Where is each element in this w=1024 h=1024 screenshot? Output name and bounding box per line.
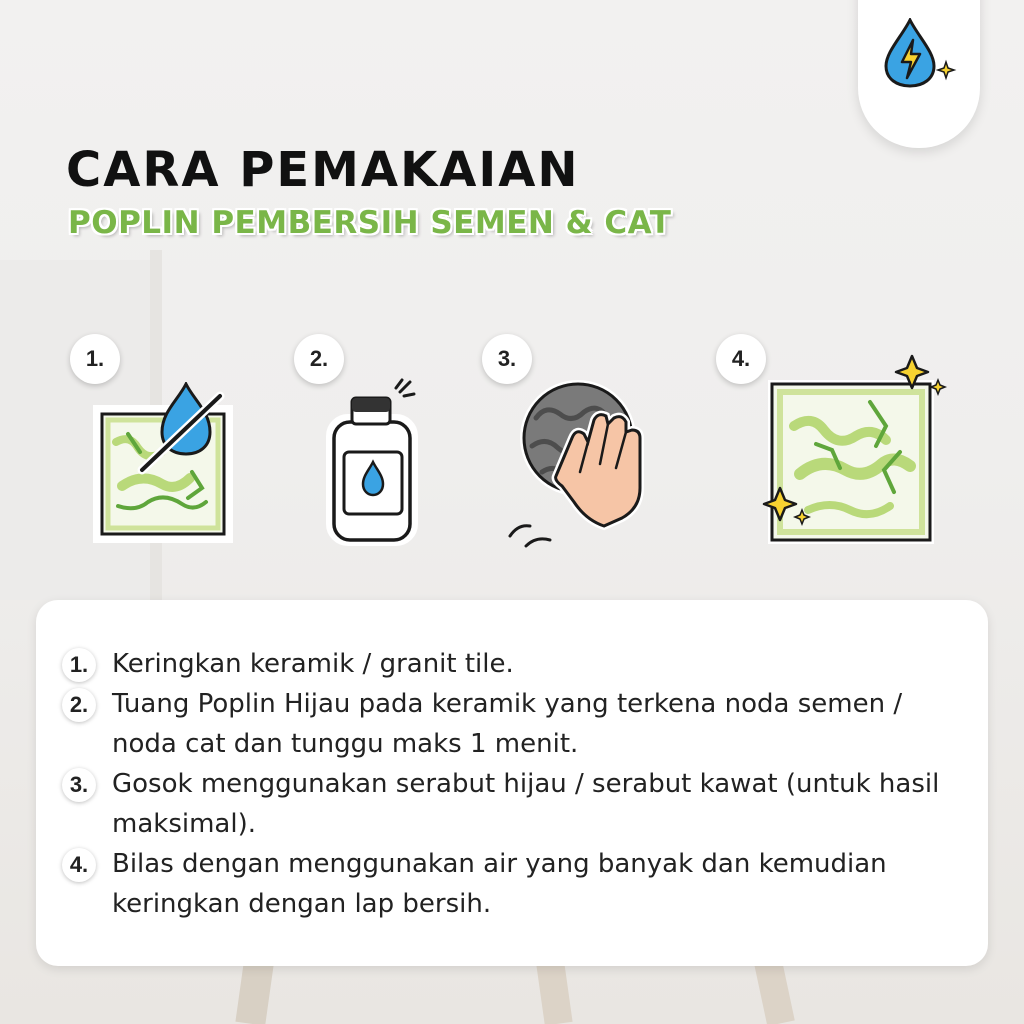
step-1-badge: 1.	[70, 334, 120, 384]
instruction-number: 3.	[62, 768, 96, 802]
instruction-item-4	[62, 844, 962, 924]
scrub-sponge-icon	[496, 368, 666, 556]
instruction-text: Tuang Poplin Hijau pada keramik yang terkena noda semen / noda cat dan tunggu maks 1 menit.	[112, 689, 903, 759]
page-subtitle: POPLIN PEMBERSIH SEMEN & CAT	[68, 205, 672, 241]
page-title: CARA PEMAKAIAN	[66, 142, 580, 198]
instructions-card	[36, 600, 988, 966]
clean-tile-icon	[760, 352, 950, 548]
instruction-number: 2.	[62, 688, 96, 722]
instruction-item-3	[62, 764, 962, 844]
instruction-number: 1.	[62, 648, 96, 682]
instruction-number: 4.	[62, 848, 96, 882]
water-drop-lightning-icon	[880, 18, 958, 88]
instruction-text: Keringkan keramik / granit tile.	[112, 649, 514, 679]
step-3-badge: 3.	[482, 334, 532, 384]
instruction-item-1	[62, 644, 962, 684]
dry-tile-icon	[92, 382, 240, 544]
step-4-badge: 4.	[716, 334, 766, 384]
instruction-text: Bilas dengan menggunakan air yang banyak dan kemudian keringkan dengan lap bersih.	[112, 849, 887, 919]
instruction-text: Gosok menggunakan serabut hijau / serabut kawat (untuk hasil maksimal).	[112, 769, 940, 839]
brand-logo	[858, 0, 980, 148]
cleaner-bottle-icon	[326, 376, 422, 546]
instruction-item-2	[62, 684, 962, 764]
step-2-badge: 2.	[294, 334, 344, 384]
